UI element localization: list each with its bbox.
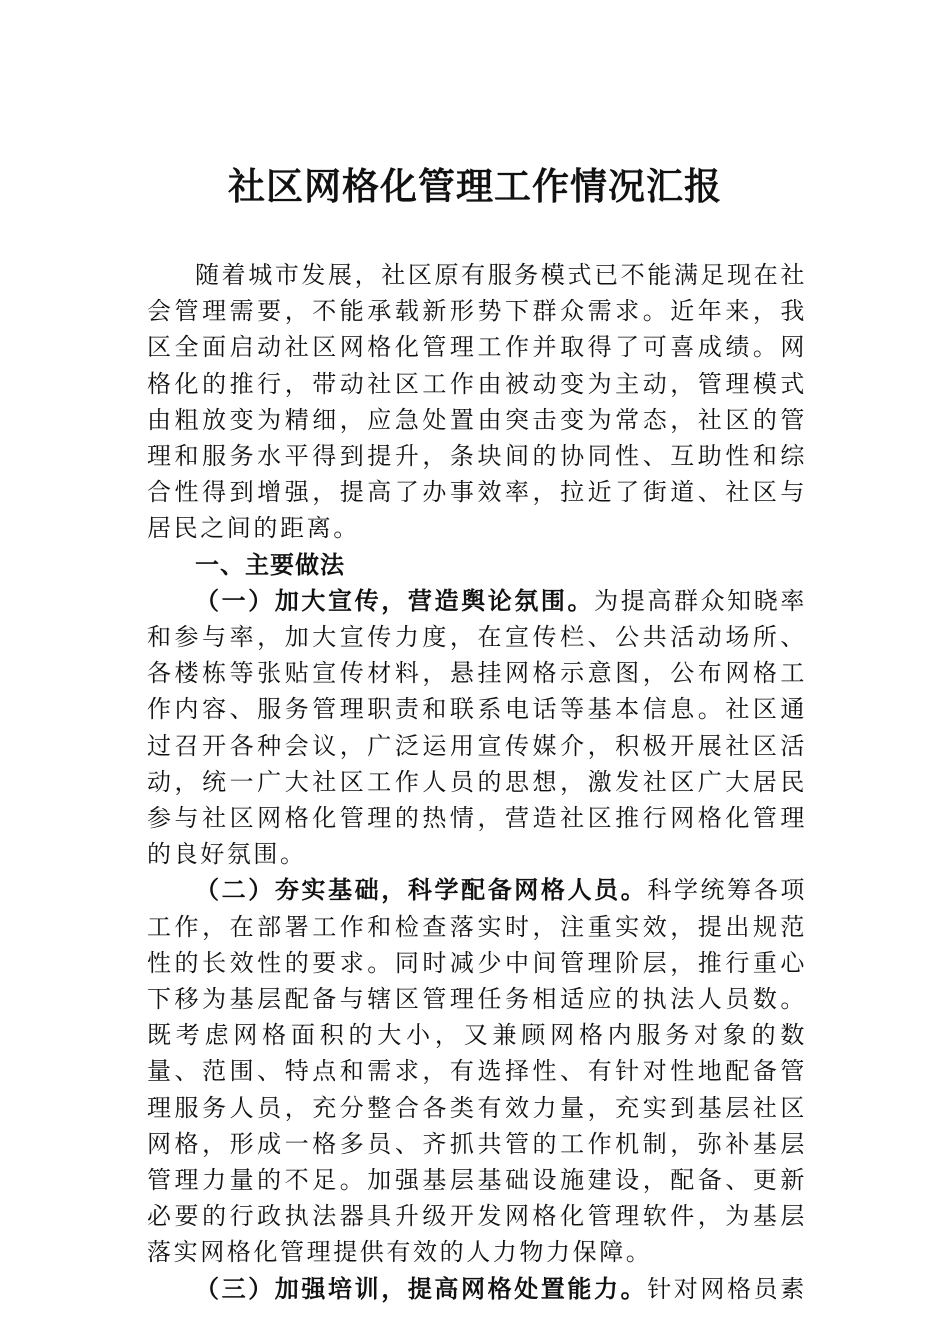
item-2-text: 科学统筹各项工作，在部署工作和检查落实时，注重实效，提出规范性的长效性的要求。同时减少中间管理阶层，推行重心下移为基层配备与辖区管理任务相适应的执法人员数。既考虑网格面积的大小，又兼顾网格内服务对象的数量、范围、特点和需求，有选择性、有针对性地配备管理服务人员，充分整合各类有效力量，充实到基层社区网格，形成一格多员、齐抓共管的工作机制，弥补基层管理力量的不足。加强基层基础设施建设，配备、更新必要的行政执法器具升级开发网格化管理软件，为基层落实网格化管理提供有效的人力物力保障。	[147, 876, 807, 1267]
item-3-lead: （三）加强培训，提高网格处置能力。	[195, 1273, 648, 1303]
paragraph-item-1	[147, 583, 807, 873]
intro-paragraph: 随着城市发展，社区原有服务模式已不能满足现在社会管理需要，不能承载新形势下群众需求。近年来，我区全面启动社区网格化管理工作并取得了可喜成绩。网格化的推行，带动社区工作由被动变为主动，管理模式由粗放变为精细，应急处置由突击变为常态，社区的管理和服务水平得到提升，条块间的协同性、互助性和综合性得到增强，提高了办事效率，拉近了街道、社区与居民之间的距离。	[147, 261, 807, 543]
paragraph-item-3	[147, 1271, 807, 1307]
document-body	[147, 257, 807, 1307]
document-title: 社区网格化管理工作情况汇报	[228, 164, 722, 208]
item-3-text: 针对网格员素	[647, 1274, 807, 1303]
item-2-lead: （二）夯实基础，科学配备网格人员。	[195, 875, 648, 905]
paragraph-item-2	[147, 872, 807, 1270]
item-1-lead: （一）加大宣传，营造舆论氛围。	[195, 585, 595, 615]
section-heading-main-practices: 一、主要做法	[195, 549, 345, 579]
item-1-text: 为提高群众知晓率和参与率，加大宣传力度，在宣传栏、公共活动场所、各楼栋等张贴宣传材料，悬挂网格示意图，公布网格工作内容、服务管理职责和联系电话等基本信息。社区通过召开各种会议，广泛运用宣传媒介，积极开展社区活动，统一广大社区工作人员的思想，激发社区广大居民参与社区网格化管理的热情，营造社区推行网格化管理的良好氛围。	[147, 586, 807, 869]
